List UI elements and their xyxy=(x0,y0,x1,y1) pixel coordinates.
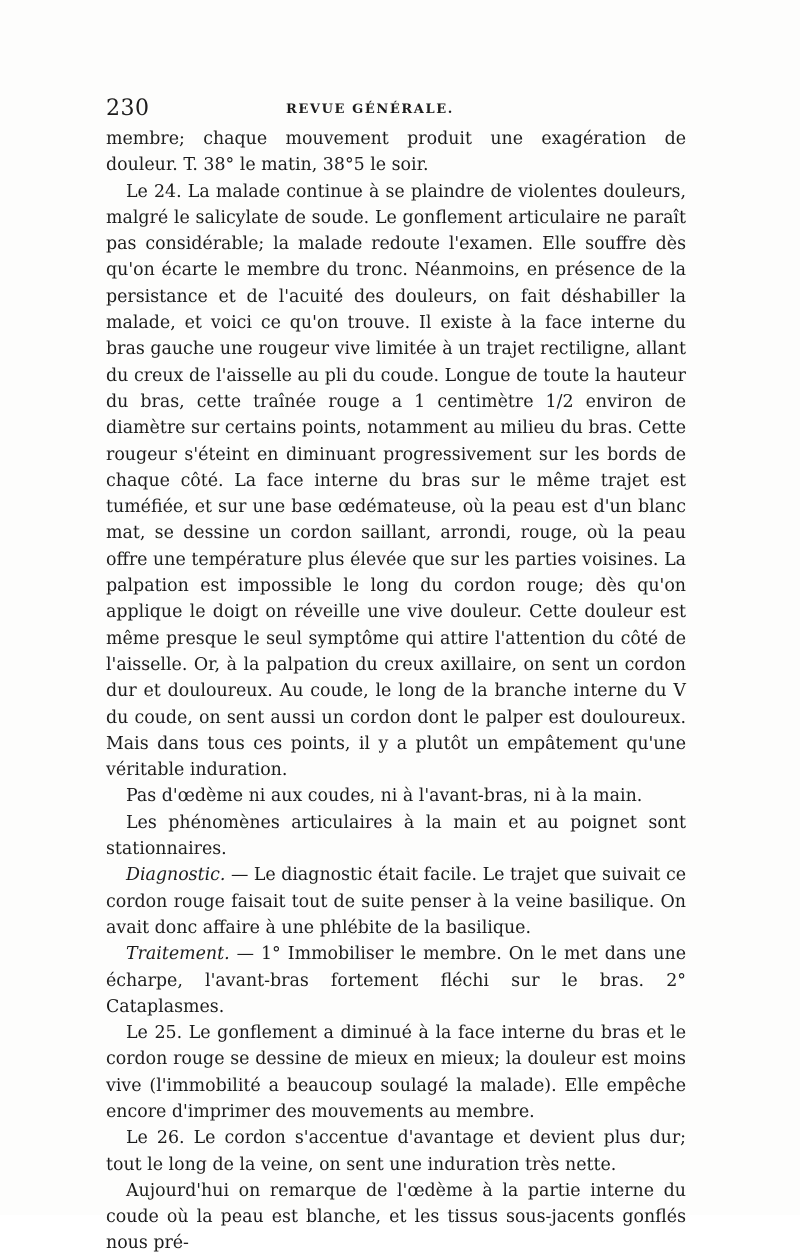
paragraph-today: Aujourd'hui on remarque de l'œdème à la partie interne du coude où la peau est blanche, et les tissus sous-jacents gonflés nous pré- xyxy=(106,1180,686,1254)
page-header xyxy=(106,96,686,124)
paragraph-diagnostic xyxy=(106,862,686,941)
traitement-label: Traitement. xyxy=(126,944,230,965)
paragraph-continuation: membre; chaque mouvement produit une exagération de douleur. T. 38° le matin, 38°5 le soir. xyxy=(106,129,686,176)
paragraph-traitement xyxy=(106,941,686,1020)
diagnostic-label: Diagnostic. xyxy=(126,865,226,886)
page-number: 230 xyxy=(106,96,150,121)
paragraph-day-26: Le 26. Le cordon s'accentue d'avantage et devient plus dur; tout le long de la veine, on sent une induration très nette. xyxy=(106,1128,686,1175)
traitement-text: — 1° Immobiliser le membre. On le met dans une écharpe, l'avant-bras fortement fléchi sur le bras. 2° Cataplasmes. xyxy=(106,944,686,1017)
paragraph-articular: Les phénomènes articulaires à la main et au poignet sont stationnaires. xyxy=(106,812,686,860)
body-text xyxy=(106,126,686,1257)
paragraph-day-25: Le 25. Le gonflement a diminué à la face interne du bras et le cordon rouge se dessine de mieux en mieux; la douleur est moins vive (l'immobilité a beaucoup soulagé la malade). Elle empêche encore d'imprimer des mouvements au membre. xyxy=(106,1023,686,1122)
diagnostic-text: — Le diagnostic était facile. Le trajet que suivait ce cordon rouge faisait tout de suite penser à la veine basilique. On avait donc affaire à une phlébite de la basilique. xyxy=(106,865,686,938)
paragraph-day-24: Le 24. La malade continue à se plaindre de violentes douleurs, malgré le salicylate de soude. Le gonflement articulaire ne paraît pas considérable; la malade redoute l'examen. Elle souffre dès qu'on écarte le membre du tronc. Néanmoins, en présence de la persistance et de l'acuité des douleurs, on fait déshabiller la malade, et voici ce qu'on trouve. Il existe à la face interne du bras gauche une rougeur vive limitée à un trajet rectiligne, allant du creux de l'aisselle au pli du coude. Longue de toute la hauteur du bras, cette traînée rouge a 1 centimètre 1/2 environ de diamètre sur certains points, notamment au milieu du bras. Cette rougeur s'éteint en diminuant progressivement sur les bords de chaque côté. La face interne du bras sur le même trajet est tuméfiée, et sur une base œdémateuse, où la peau est d'un blanc mat, se dessine un cordon saillant, arrondi, rouge, où la peau offre une température plus élevée que sur les parties voisines. La palpation est impossible le long du cordon rouge; dès qu'on applique le doigt on réveille une vive douleur. Cette douleur est même presque le seul symptôme qui attire l'attention du côté de l'aisselle. Or, à la palpation du creux axillaire, on sent un cordon dur et douloureux. Au coude, le long de la branche interne du V du coude, on sent aussi un cordon dont le palper est douloureux. Mais dans tous ces points, il y a plutôt un empâtement qu'une véritable induration. xyxy=(106,181,687,781)
paragraph-no-oedema: Pas d'œdème ni aux coudes, ni à l'avant-bras, ni à la main. xyxy=(126,786,643,807)
running-title: REVUE GÉNÉRALE. xyxy=(286,102,454,117)
